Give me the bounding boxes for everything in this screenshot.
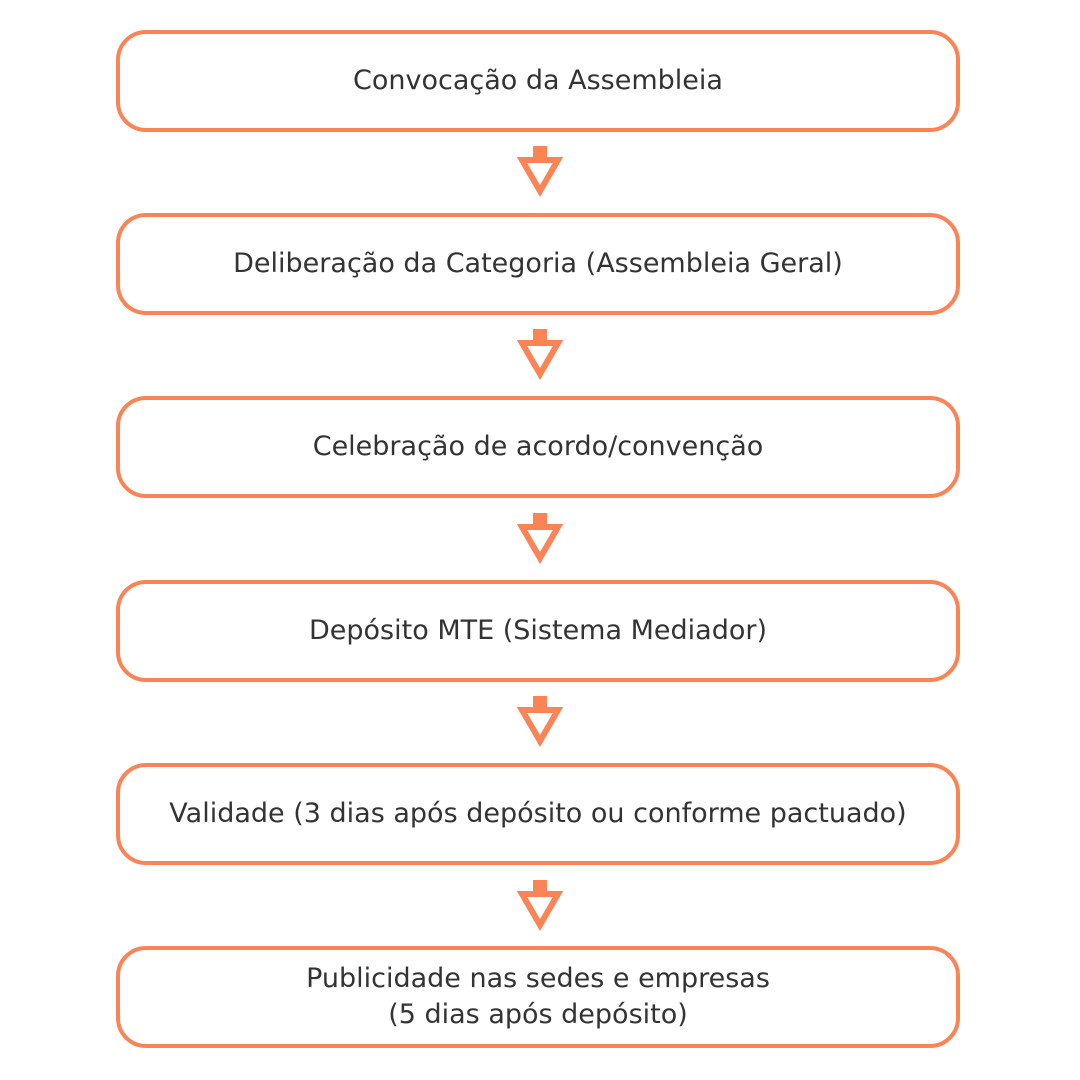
- step-box-deposito: [116, 580, 960, 682]
- down-arrow-icon: [512, 693, 568, 749]
- step-label: Validade (3 dias após depósito ou conforme pactuado): [169, 798, 907, 829]
- down-arrow-icon: [512, 877, 568, 933]
- step-box-validade: [116, 763, 960, 865]
- step-label: Depósito MTE (Sistema Mediador): [309, 615, 767, 646]
- step-box-celebracao: [116, 396, 960, 498]
- down-arrow-icon: [512, 510, 568, 566]
- step-box-publicidade: [116, 946, 960, 1048]
- step-label: Publicidade nas sedes e empresas (5 dias após depósito): [306, 963, 770, 1030]
- step-label: Convocação da Assembleia: [353, 65, 723, 96]
- down-arrow-icon: [512, 326, 568, 382]
- step-label: Deliberação da Categoria (Assembleia Geral): [233, 248, 843, 279]
- down-arrow-icon: [512, 143, 568, 199]
- step-box-deliberacao: [116, 213, 960, 315]
- step-label: Celebração de acordo/convenção: [312, 431, 764, 462]
- step-box-convocacao: [116, 30, 960, 132]
